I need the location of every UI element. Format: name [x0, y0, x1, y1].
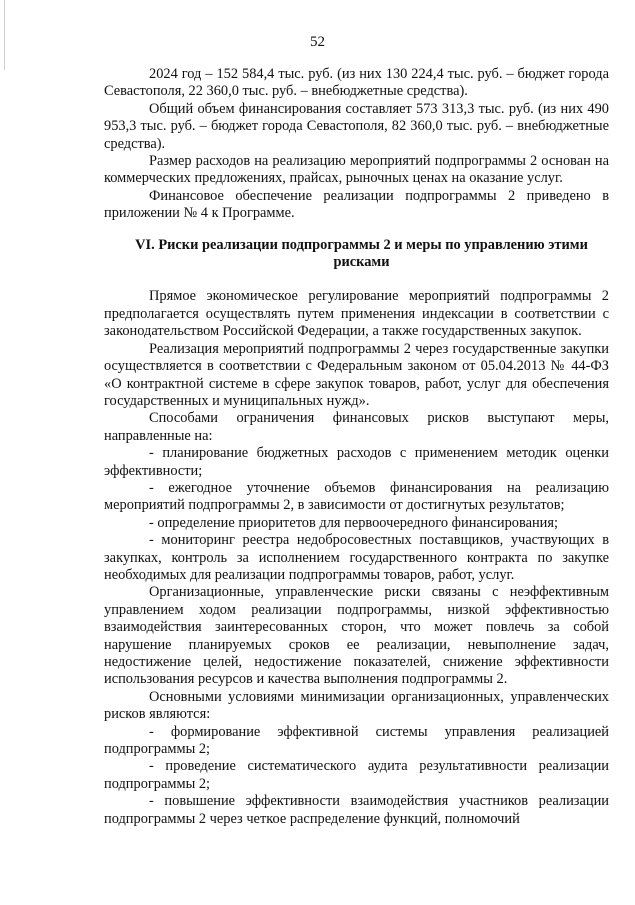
list-item-audit: - проведение систематического аудита результативности реализации подпрограммы 2;	[104, 758, 609, 792]
paragraph-funding-2024: 2024 год – 152 584,4 тыс. руб. (из них 130 224,4 тыс. руб. – бюджет города Севастополя, 22 360,0 тыс. руб. – внебюджетные средства).	[104, 66, 609, 100]
page-number: 52	[310, 34, 325, 50]
paragraph-total-funding: Общий объем финансирования составляет 573 313,3 тыс. руб. (из них 490 953,3 тыс. руб. – бюджет города Севастополя, 82 360,0 тыс. руб. – внебюджетные средства).	[104, 100, 609, 152]
paragraph-minimization-conditions: Основными условиями минимизации организационных, управленческих рисков являются:	[104, 688, 609, 723]
document-body	[104, 66, 609, 828]
paragraph-financial-risk-methods: Способами ограничения финансовых рисков выступают меры, направленные на:	[104, 410, 609, 444]
list-item-priorities: - определение приоритетов для первоочередного финансирования;	[149, 514, 558, 531]
paragraph-organizational-risks: Организационные, управленческие риски связаны с неэффективным управлением ходом реализации подпрограммы, низкой эффективностью взаимодействия заинтересованных сторон, что может повлечь за собой нарушение планируемых сроков ее реализации, невыполнение задач, недостижение целей, недостижение показателей, снижение эффективности использования ресурсов и качества выполнения подпрограммы 2.	[104, 584, 609, 688]
paragraph-direct-regulation: Прямое экономическое регулирование мероприятий подпрограммы 2 предполагается осуществлять путем применения индексации в соответствии с законодательством Российской Федерации, а также государственных закупок.	[104, 288, 609, 340]
paragraph-financing-appendix: Финансовое обеспечение реализации подпрограммы 2 приведено в приложении № 4 к Программе.	[104, 187, 609, 222]
list-item-management-system: - формирование эффективной системы управления реализацией подпрограммы 2;	[104, 723, 609, 758]
list-item-annual-adjustment: - ежегодное уточнение объемов финансирования на реализацию мероприятий подпрограммы 2, в зависимости от достигнутых результатов;	[104, 479, 609, 514]
list-item-interaction-efficiency: - повышение эффективности взаимодействия участников реализации подпрограммы 2 через четкое распределение функций, полномочий	[104, 793, 609, 827]
list-item-budget-planning: - планирование бюджетных расходов с применением методик оценки эффективности;	[104, 445, 609, 479]
paragraph-procurement-law: Реализация мероприятий подпрограммы 2 через государственные закупки осуществляется в соответствии с Федеральным законом от 05.04.2013 № 44-ФЗ «О контрактной системе в сфере закупок товаров, работ, услуг для обеспечения государственных и муниципальных нужд».	[104, 340, 609, 409]
list-item-supplier-monitoring: - мониторинг реестра недобросовестных поставщиков, участвующих в закупках, контроль за исполнением государственного контракта по закупке необходимых для реализации подпрограммы товаров, работ, услуг.	[104, 532, 609, 583]
section-heading: VI. Риски реализации подпрограммы 2 и меры по управлению этими рисками	[135, 236, 588, 271]
paragraph-expense-basis: Размер расходов на реализацию мероприятий подпрограммы 2 основан на коммерческих предложениях, прайсах, рыночных ценах на оказание услуг.	[104, 153, 609, 187]
